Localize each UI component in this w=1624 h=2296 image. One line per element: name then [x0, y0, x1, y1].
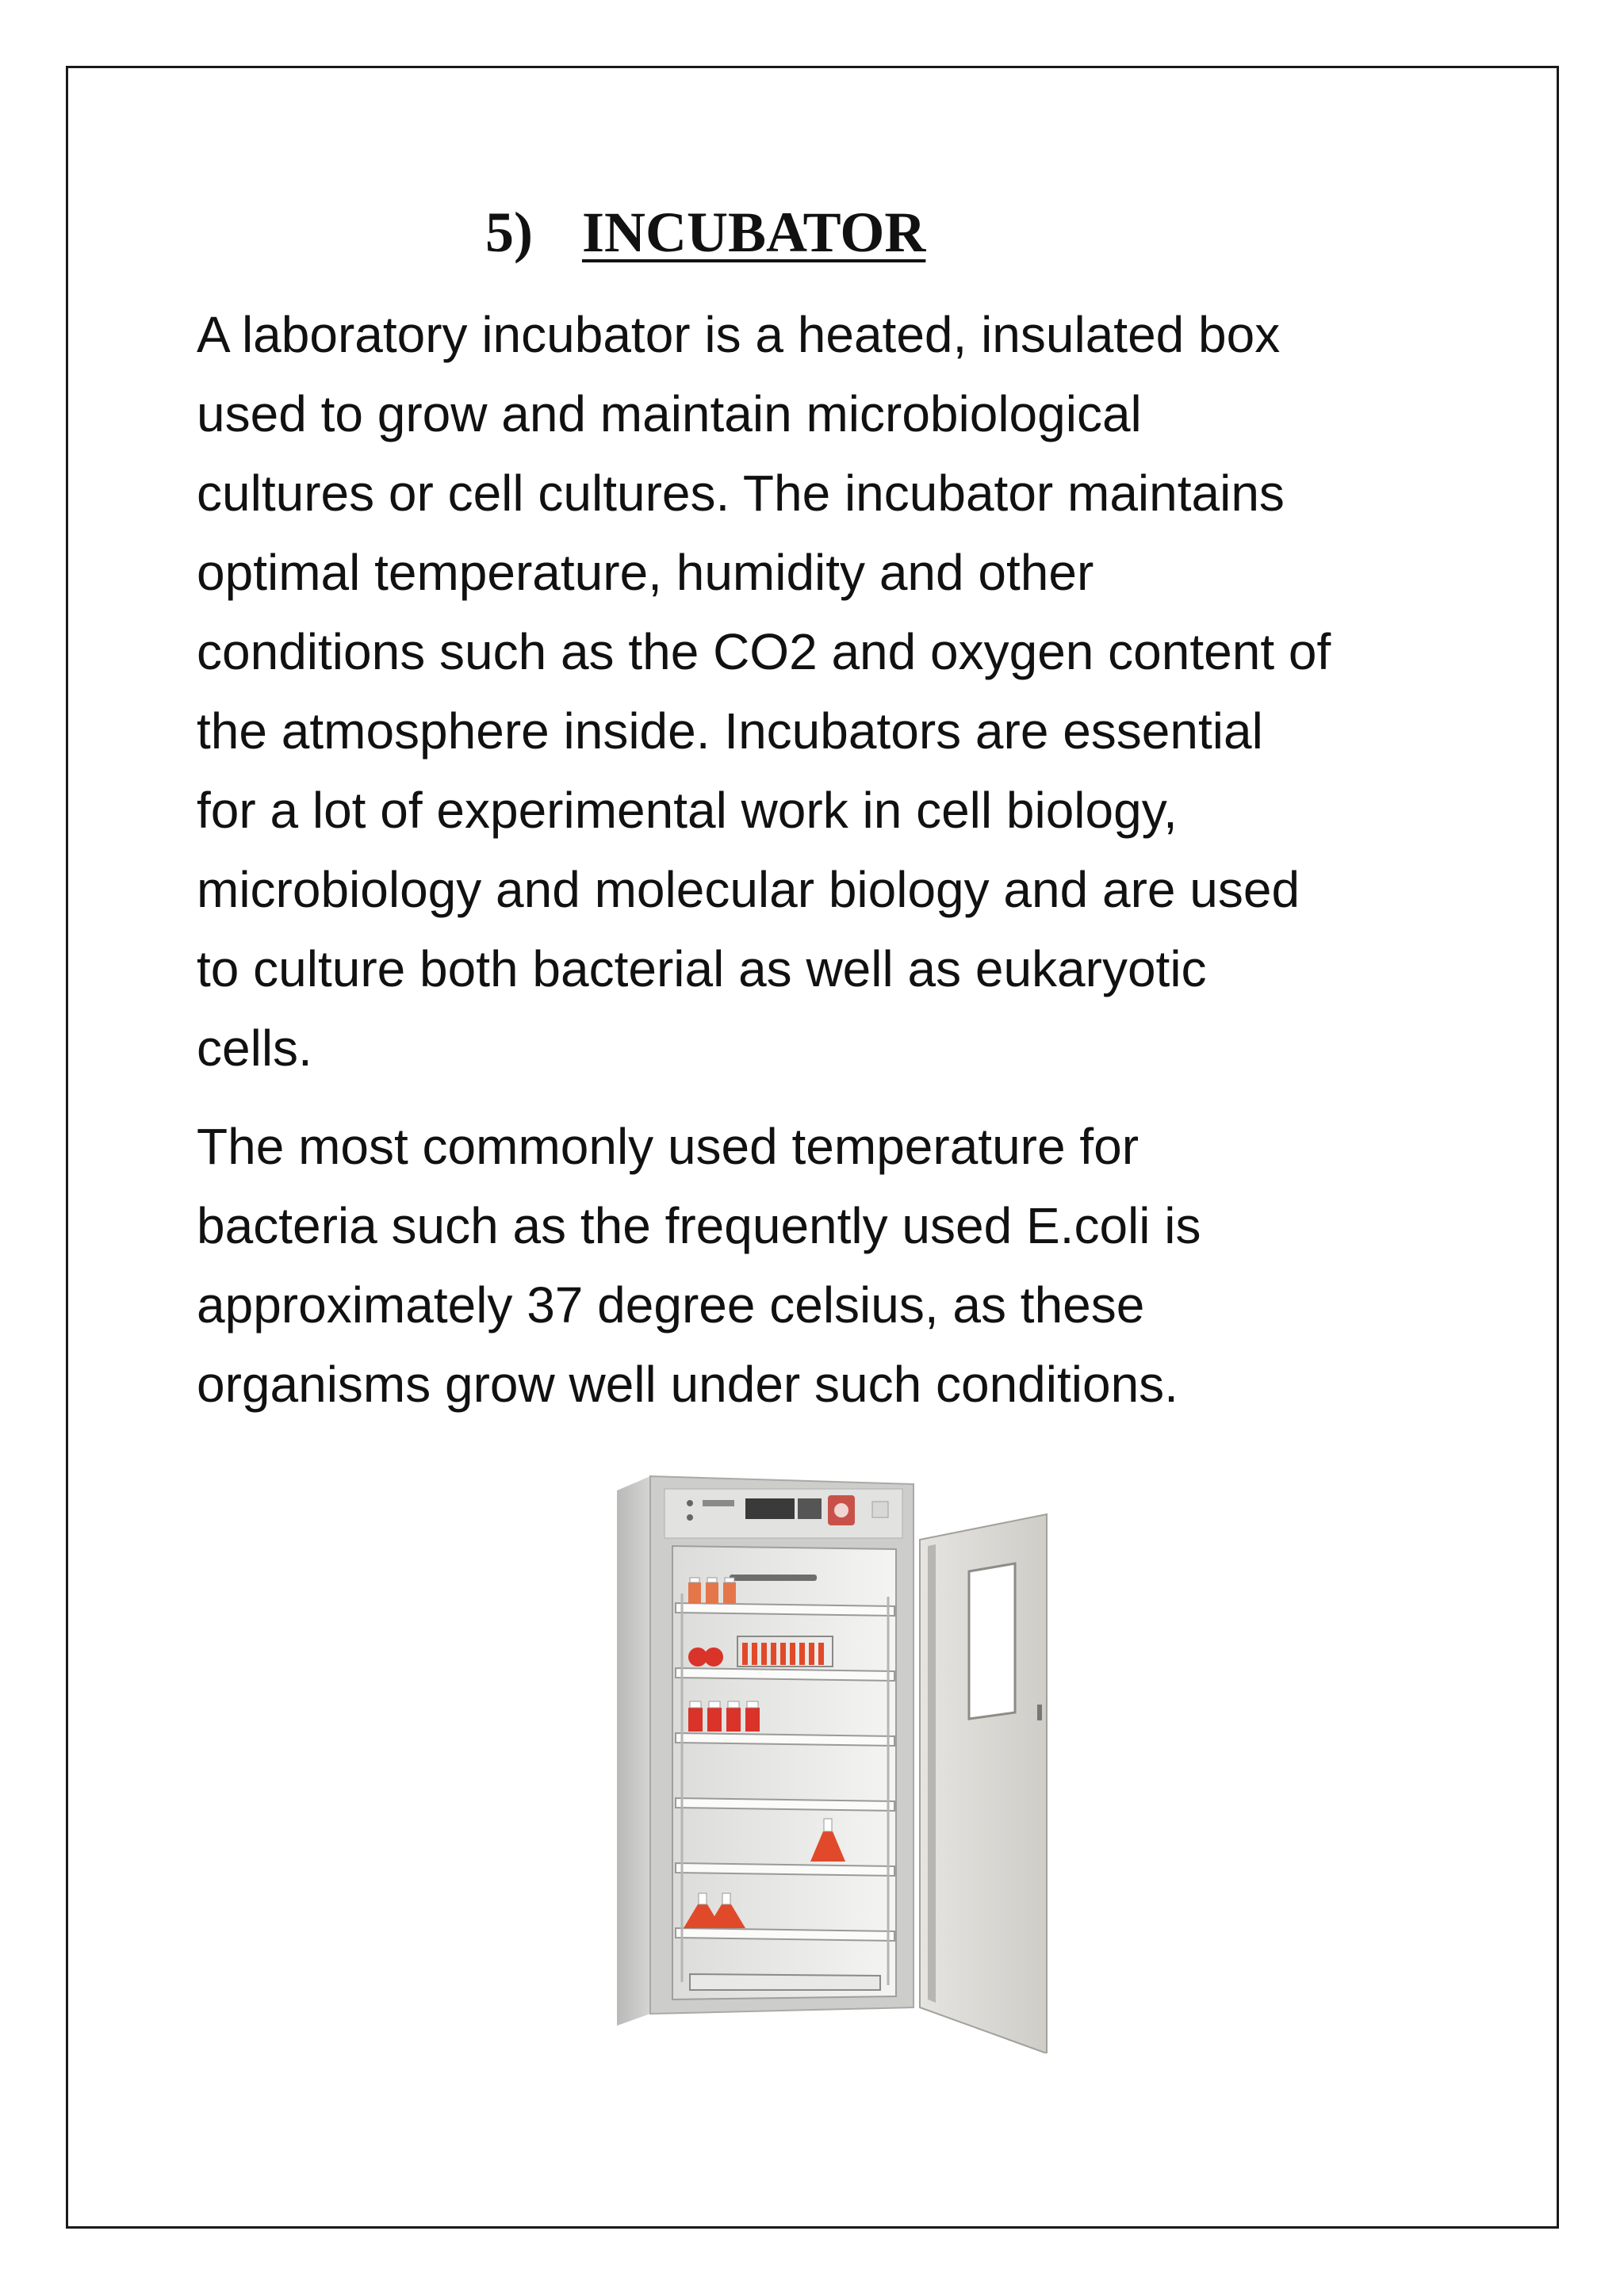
text-line: used to grow and maintain microbiological: [197, 385, 1142, 442]
text-line: approximately 37 degree celsius, as these: [197, 1276, 1145, 1334]
text-line: to culture both bacterial as well as eukaryotic: [197, 940, 1207, 997]
text-line: The most commonly used temperature for: [197, 1118, 1139, 1175]
cabinet-side: [617, 1476, 650, 2026]
section-title: INCUBATOR: [581, 201, 926, 264]
section-number: 5): [485, 201, 533, 264]
indicator-light-icon: [687, 1514, 693, 1521]
paragraph-description: [197, 295, 1465, 1088]
text-line: organisms grow well under such conditions.: [197, 1356, 1178, 1413]
paragraph-temperature: [197, 1107, 1465, 1424]
text-line: bacteria such as the frequently used E.coli is: [197, 1197, 1201, 1254]
text-line: microbiology and molecular biology and are used: [197, 861, 1300, 918]
incubator-illustration: [603, 1467, 1094, 2053]
section-heading: [485, 197, 925, 268]
door-latch-icon: [1037, 1705, 1042, 1720]
brand-logo-icon: [872, 1502, 888, 1517]
panel-label: [703, 1500, 734, 1506]
power-button-center-icon: [834, 1503, 848, 1517]
text-line: optimal temperature, humidity and other: [197, 544, 1094, 601]
text-line: cells.: [197, 1020, 312, 1077]
text-line: conditions such as the CO2 and oxygen content of: [197, 623, 1331, 680]
bottom-tray: [690, 1974, 880, 1990]
text-line: A laboratory incubator is a heated, insulated box: [197, 306, 1281, 363]
text-line: cultures or cell cultures. The incubator maintains: [197, 465, 1285, 522]
incubator-image: [603, 1467, 1094, 2053]
text-line: for a lot of experimental work in cell biology,: [197, 782, 1178, 839]
door-window: [969, 1563, 1015, 1719]
display-screen-secondary: [798, 1498, 822, 1519]
text-line: the atmosphere inside. Incubators are essential: [197, 702, 1263, 760]
drawer-handle: [730, 1575, 817, 1581]
display-screen: [745, 1498, 795, 1519]
indicator-light-icon: [687, 1500, 693, 1506]
